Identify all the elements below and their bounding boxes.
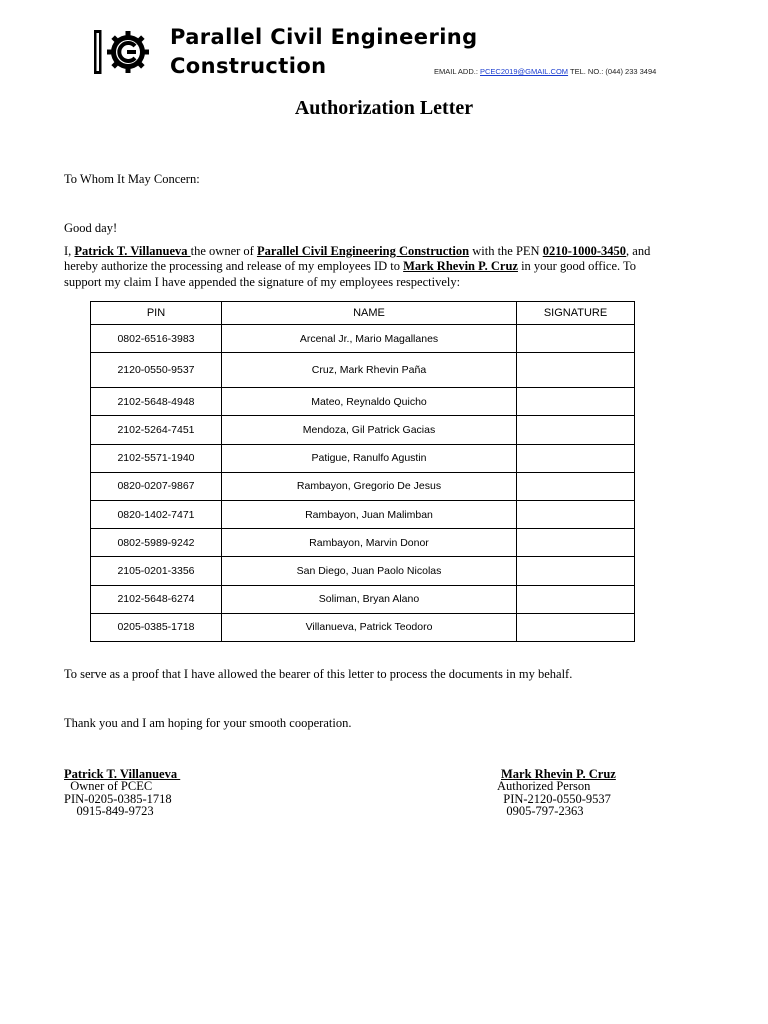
pin-cell: 0205-0385-1718 [91,613,222,641]
signatory-right [497,768,616,818]
pin-cell: 2102-5264-7451 [91,416,222,444]
header-signature: SIGNATURE [517,302,635,325]
signatory-pin: PIN-2120-0550-9537 [497,791,611,806]
header-pin: PIN [91,302,222,325]
pin-cell: 0802-6516-3983 [91,325,222,353]
proof-statement: To serve as a proof that I have allowed the bearer of this letter to process the documents in my behalf. [64,667,573,681]
table-row [91,557,635,585]
table-row [91,388,635,416]
body-paragraph [64,244,674,290]
name-cell: Arcenal Jr., Mario Magallanes [222,325,517,353]
pin-cell: 0820-0207-9867 [91,472,222,500]
contact-info [434,67,656,76]
email-link[interactable]: PCEC2019@GMAIL.COM [480,67,569,76]
pin-cell: 0820-1402-7471 [91,500,222,528]
pin-cell: 2120-0550-9537 [91,353,222,388]
signature-cell [517,416,635,444]
signatory-role: Owner of PCEC [64,779,153,794]
name-cell: Rambayon, Marvin Donor [222,529,517,557]
signature-cell [517,325,635,353]
signatory-left [64,768,180,818]
body-text: , and hereby authorize the processing and release of my employees ID to [64,244,651,274]
table-row [91,613,635,641]
name-cell: Rambayon, Gregorio De Jesus [222,472,517,500]
signatory-name: Patrick T. Villanueva [64,767,181,781]
signature-cell [517,613,635,641]
signatory-phone: 0905-797-2363 [497,804,584,819]
letter-title: Authorization Letter [294,97,474,119]
signature-cell [517,500,635,528]
employee-table [90,301,635,642]
table-row [91,444,635,472]
pin-cell: 2102-5571-1940 [91,444,222,472]
signature-cell [517,472,635,500]
closing-thanks: Thank you and I am hoping for your smooth cooperation. [64,716,352,730]
salutation: To Whom It May Concern: [64,172,200,186]
authorized-name: Mark Rhevin P. Cruz [403,259,518,274]
header-name: NAME [222,302,517,325]
signature-cell [517,388,635,416]
owner-name: Patrick T. Villanueva [74,244,191,258]
signatory-role: Authorized Person [497,779,591,794]
name-cell: Soliman, Bryan Alano [222,585,517,613]
greeting: Good day! [64,221,118,235]
table-row [91,472,635,500]
signatory-pin: PIN-0205-0385-1718 [64,791,172,806]
signature-cell [517,529,635,557]
telephone: TEL. NO.: (044) 233 3494 [568,67,657,76]
company-name-line2: Construction [170,54,327,78]
email-label: EMAIL ADD.: [434,67,480,76]
pin-cell: 2102-5648-6274 [91,585,222,613]
body-text: in your good office. To support my claim I have appended the signature of my employees respectively: [64,259,637,289]
signature-cell [517,353,635,388]
signatory-phone: 0915-849-9723 [64,804,154,819]
signature-cell [517,444,635,472]
name-cell: Patigue, Ranulfo Agustin [222,444,517,472]
company-name-inline: Parallel Civil Engineering Construction [256,244,470,258]
body-text: with the PEN [469,244,543,258]
name-cell: Mendoza, Gil Patrick Gacias [222,416,517,444]
pen-number: 0210-1000-3450 [542,244,627,258]
table-row [91,325,635,353]
name-cell: Mateo, Reynaldo Quicho [222,388,517,416]
pin-cell: 2105-0201-3356 [91,557,222,585]
company-name-line1: Parallel Civil Engineering [170,25,478,49]
name-cell: Rambayon, Juan Malimban [222,500,517,528]
name-cell: Cruz, Mark Rhevin Paña [222,353,517,388]
name-cell: Villanueva, Patrick Teodoro [222,613,517,641]
signature-cell [517,557,635,585]
table-row [91,529,635,557]
table-header-row [91,302,635,325]
table-row [91,585,635,613]
name-cell: San Diego, Juan Paolo Nicolas [222,557,517,585]
pin-cell: 2102-5648-4948 [91,388,222,416]
body-text: I, [64,244,75,258]
table-row [91,500,635,528]
company-logo-icon [92,28,156,76]
signatory-name: Mark Rhevin P. Cruz [501,767,616,781]
table-row [91,416,635,444]
table-row [91,353,635,388]
pin-cell: 0802-5989-9242 [91,529,222,557]
signature-cell [517,585,635,613]
body-text: the owner of [190,244,257,258]
